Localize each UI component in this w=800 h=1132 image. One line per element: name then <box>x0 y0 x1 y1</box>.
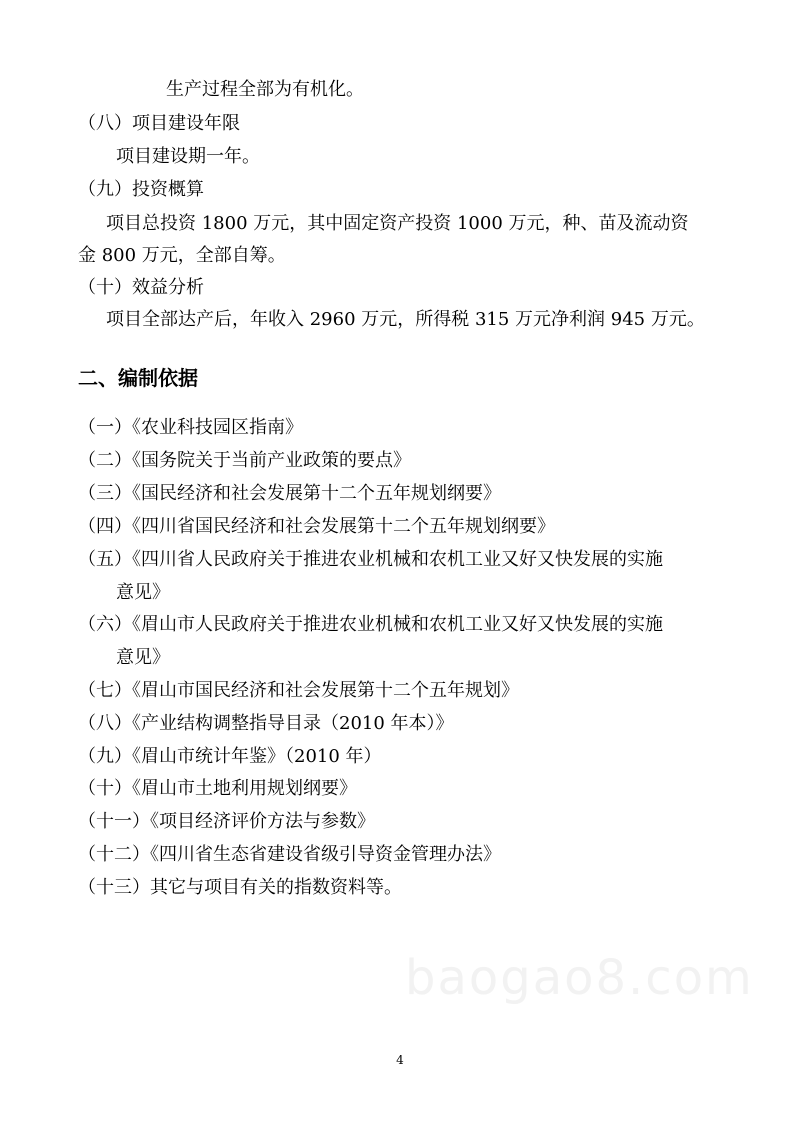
basis-item: （四）《四川省国民经济和社会发展第十二个五年规划纲要》 <box>78 516 555 537</box>
basis-item: （十三）其它与项目有关的指数资料等。 <box>78 877 402 898</box>
section-nine-title: （九）投资概算 <box>78 179 204 200</box>
page-number: 4 <box>396 1053 404 1067</box>
basis-item: （五）《四川省人民政府关于推进农业机械和农机工业又好又快发展的实施 <box>78 549 663 570</box>
section-ten-title: （十）效益分析 <box>78 277 204 298</box>
basis-item: （十）《眉山市土地利用规划纲要》 <box>78 778 357 799</box>
section-ten-text: 项目全部达产后，年收入 2960 万元，所得税 315 万元净利润 945 万元。 <box>106 309 705 330</box>
basis-item-continuation: 意见》 <box>116 582 170 603</box>
section-nine-text-2: 金 800 万元，全部自筹。 <box>78 245 286 266</box>
basis-item: （二）《国务院关于当前产业政策的要点》 <box>78 450 411 471</box>
organic-line: 生产过程全部为有机化。 <box>166 79 364 100</box>
basis-item: （一）《农业科技园区指南》 <box>78 417 303 438</box>
section-eight-text: 项目建设期一年。 <box>116 146 260 167</box>
basis-item: （十二）《四川省生态省建设省级引导资金管理办法》 <box>78 844 501 865</box>
basis-item: （三）《国民经济和社会发展第十二个五年规划纲要》 <box>78 483 501 504</box>
section-eight-title: （八）项目建设年限 <box>78 113 240 134</box>
basis-item: （八）《产业结构调整指导目录（2010 年本）》 <box>78 713 454 734</box>
basis-item-continuation: 意见》 <box>116 647 170 668</box>
section-two-heading: 二、编制依据 <box>78 366 198 390</box>
section-nine-text-1: 项目总投资 1800 万元，其中固定资产投资 1000 万元，种、苗及流动资 <box>106 213 689 234</box>
watermark: baogao8.com <box>405 950 754 1006</box>
basis-item: （九）《眉山市统计年鉴》（2010 年） <box>78 746 382 767</box>
basis-item: （七）《眉山市国民经济和社会发展第十二个五年规划》 <box>78 680 519 701</box>
basis-item: （六）《眉山市人民政府关于推进农业机械和农机工业又好又快发展的实施 <box>78 614 663 635</box>
basis-item: （十一）《项目经济评价方法与参数》 <box>78 811 375 832</box>
